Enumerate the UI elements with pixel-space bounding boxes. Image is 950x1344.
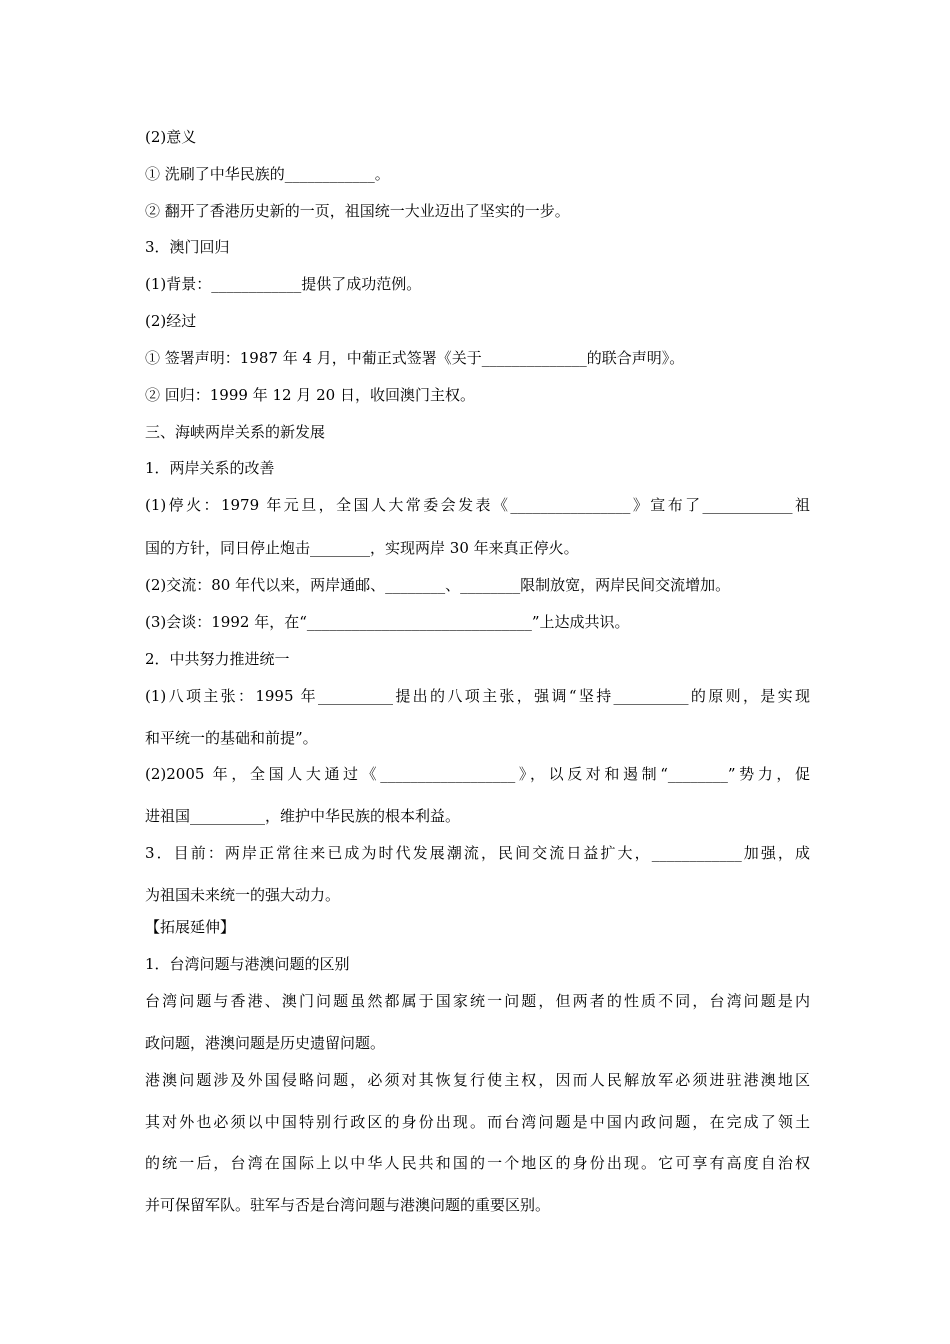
text-line: (2)经过 <box>145 312 197 330</box>
text-line: 3．澳门回归 <box>145 238 230 256</box>
text-line: (1)背景：____________提供了成功范例。 <box>145 275 422 293</box>
text-line: 港澳问题涉及外国侵略问题，必须对其恢复行使主权，因而人民解放军必须进驻港澳地区 <box>145 1071 810 1089</box>
text-line: 其对外也必须以中国特别行政区的身份出现。而台湾问题是中国内政问题，在完成了领土 <box>145 1113 810 1131</box>
text-line: (1)停火：1979 年元旦，全国人大常委会发表《________________》宣布了____________祖 <box>145 496 810 514</box>
text-line: ① 洗刷了中华民族的____________。 <box>145 165 390 183</box>
text-line: ② 回归：1999 年 12 月 20 日，收回澳门主权。 <box>145 386 475 404</box>
text-line: 进祖国__________，维护中华民族的根本利益。 <box>145 807 461 825</box>
section-heading: 【拓展延伸】 <box>145 918 236 936</box>
text-line: (2)2005 年，全国人大通过《__________________》，以反对和遏制“________”势力，促 <box>145 765 810 783</box>
text-line: (2)交流：80 年代以来，两岸通邮、________、________限制放宽，两岸民间交流增加。 <box>145 576 731 594</box>
text-line: 国的方针，同日停止炮击________，实现两岸 30 年来真正停火。 <box>145 539 579 557</box>
text-line: (1)八项主张：1995 年__________提出的八项主张，强调“坚持__________的原则，是实现 <box>145 687 810 705</box>
text-line: 和平统一的基础和前提”。 <box>145 729 318 747</box>
text-line: 1．两岸关系的改善 <box>145 459 275 477</box>
text-line: (3)会谈：1992 年，在“______________________________”上达成共识。 <box>145 613 630 631</box>
text-line: 的统一后，台湾在国际上以中华人民共和国的一个地区的身份出现。它可享有高度自治权 <box>145 1154 810 1172</box>
text-line: 2．中共努力推进统一 <box>145 650 290 668</box>
text-line: 政问题，港澳问题是历史遗留问题。 <box>145 1034 386 1052</box>
text-line: 并可保留军队。驻军与否是台湾问题与港澳问题的重要区别。 <box>145 1196 551 1214</box>
text-line: 台湾问题与香港、澳门问题虽然都属于国家统一问题，但两者的性质不同，台湾问题是内 <box>145 992 810 1010</box>
text-line: 为祖国未来统一的强大动力。 <box>145 886 341 904</box>
text-line: (2)意义 <box>145 128 197 146</box>
section-heading: 三、海峡两岸关系的新发展 <box>145 423 326 441</box>
text-line: ② 翻开了香港历史新的一页，祖国统一大业迈出了坚实的一步。 <box>145 202 570 220</box>
text-line: 3．目前：两岸正常往来已成为时代发展潮流，民间交流日益扩大，____________加强，成 <box>145 844 810 862</box>
text-line: ① 签署声明：1987 年 4 月，中葡正式签署《关于______________的联合声明》。 <box>145 349 685 367</box>
text-line: 1．台湾问题与港澳问题的区别 <box>145 955 350 973</box>
